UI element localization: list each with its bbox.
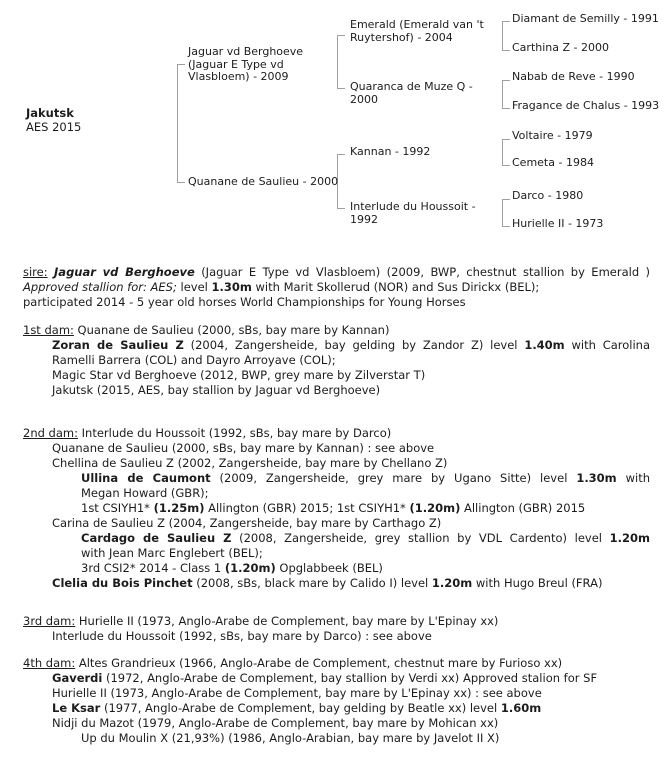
- pedigree-text-segment: with Hugo Breul (FRA): [472, 576, 603, 590]
- pedigree-text-segment: Zoran de Saulieu Z: [52, 338, 184, 352]
- pedigree-text-segment: Magic Star vd Berghoeve (2012, BWP, grey mare by Zilverstar T): [52, 368, 426, 382]
- pedigree-text-segment: Megan Howard (GBR);: [81, 486, 209, 500]
- pedigree-text-segment: with Marit Skollerud (NOR) and Sus Dirickx (BEL);: [251, 280, 540, 294]
- pedigree-text-segment: Cardago de Saulieu Z: [81, 531, 232, 545]
- pedigree-text-segment: Interlude du Houssoit (1992, sBs, bay mare by Darco) : see above: [52, 629, 432, 643]
- pedigree-line: [52, 629, 432, 644]
- pedigree-text-segment: 1st dam:: [23, 323, 74, 337]
- pedigree-details: [23, 0, 650, 763]
- pedigree-text-segment: 2nd dam:: [23, 426, 78, 440]
- dam-name-line: Quanane de Saulieu - 2000: [188, 175, 339, 188]
- pedigree-text-segment: Quanane de Saulieu (2000, sBs, bay mare by Kannan) : see above: [52, 441, 435, 455]
- pedigree-text-segment: (1977, Anglo-Arabe de Complement, bay gelding by Beatle xx) level: [100, 701, 501, 715]
- pedigree-text-segment: (1.20m): [409, 501, 461, 515]
- pedigree-text-segment: (2009, Zangersheide, grey mare by Ugano Sitte) level: [210, 471, 577, 485]
- sire-name-line: Vlasbloem) - 2009: [188, 70, 289, 83]
- pedigree-text-segment: 1.20m: [609, 531, 650, 545]
- great-grandparent-name: Carthina Z - 2000: [512, 41, 609, 54]
- pedigree-text-segment: with Jean Marc Englebert (BEL);: [81, 546, 263, 560]
- pedigree-line: [52, 686, 542, 701]
- pedigree-text-segment: (2004, Zangersheide, bay gelding by Zandor Z) level: [183, 338, 525, 352]
- pedigree-text-segment: (2008, sBs, black mare by Calido I) level: [192, 576, 432, 590]
- pedigree-text-segment: (Jaguar E Type vd Vlasbloem) (2009, BWP, chestnut stallion by Emerald ): [194, 265, 651, 279]
- pedigree-text-segment: Allington (GBR) 2015: [460, 501, 586, 515]
- pedigree-line: [52, 716, 498, 731]
- pedigree-line: [52, 576, 602, 591]
- pedigree-line: [52, 368, 425, 383]
- dam-sire-name-line: Kannan - 1992: [350, 145, 431, 158]
- pedigree-text-segment: 1st CSIYH1*: [81, 501, 154, 515]
- pedigree-line: [23, 614, 498, 629]
- dam-dam-name-line: Interlude du Houssoit -: [350, 200, 476, 213]
- pedigree-line: [81, 486, 209, 501]
- pedigree-text-segment: 4th dam:: [23, 656, 76, 670]
- pedigree-line: [52, 456, 447, 471]
- pedigree-line: [23, 323, 389, 338]
- pedigree-text-segment: sire:: [23, 265, 48, 279]
- pedigree-text-segment: with: [616, 471, 650, 485]
- pedigree-line: [52, 701, 541, 716]
- pedigree-text-segment: 1.30m: [211, 280, 252, 294]
- pedigree-text-segment: (1.20m): [224, 561, 276, 575]
- pedigree-text-segment: (1.25m): [153, 501, 205, 515]
- pedigree-line: [52, 383, 380, 398]
- sire-name-line: Jaguar vd Berghoeve: [188, 45, 304, 58]
- pedigree-text-segment: 1.60m: [500, 701, 542, 715]
- pedigree-line: [52, 353, 336, 368]
- pedigree-text-segment: 3rd dam:: [23, 614, 76, 628]
- pedigree-line: [23, 426, 391, 441]
- sire-sire-name-line: Ruytershof) - 2004: [350, 30, 453, 44]
- pedigree-line: [81, 471, 650, 486]
- great-grandparent-name: Hurielle II - 1973: [512, 217, 604, 230]
- pedigree-line: [81, 561, 383, 576]
- pedigree-text-segment: (2008, Zangersheide, grey stallion by VDL Cardento) level: [231, 531, 610, 545]
- pedigree-text-segment: participated 2014 - 5 year old horses World Championships for Young Horses: [23, 295, 466, 309]
- great-grandparent-name: Darco - 1980: [512, 189, 584, 202]
- pedigree-text-segment: Jakutsk (2015, AES, bay stallion by Jaguar vd Berghoeve): [52, 383, 381, 397]
- sire-dam-name-line: Quaranca de Muze Q -: [350, 80, 473, 93]
- sire-sire-name-line: Emerald (Emerald van 't: [350, 18, 484, 31]
- pedigree-line: [52, 516, 441, 531]
- pedigree-text-segment: Interlude du Houssoit (1992, sBs, bay mare by Darco): [77, 426, 392, 440]
- pedigree-text-segment: Allington (GBR) 2015; 1st CSIYH1*: [204, 501, 410, 515]
- pedigree-text-segment: (1972, Anglo-Arabe de Complement, bay stallion by Verdi xx) Approved stalion for SF: [102, 671, 598, 685]
- pedigree-text-segment: Altes Grandrieux (1966, Anglo-Arabe de Complement, chestnut mare by Furioso xx): [75, 656, 563, 670]
- pedigree-text-segment: Jaguar vd Berghoeve: [54, 265, 195, 279]
- pedigree-text-segment: Gaverdi: [52, 671, 103, 685]
- great-grandparent-name: Diamant de Semilly - 1991: [512, 12, 659, 25]
- pedigree-text-segment: Le Ksar: [52, 701, 101, 715]
- subject-horse-registry: AES 2015: [26, 119, 82, 134]
- pedigree-text-segment: Carina de Saulieu Z (2004, Zangersheide, bay mare by Carthago Z): [52, 516, 442, 530]
- pedigree-text-segment: Approved stallion for: AES;: [23, 280, 177, 294]
- pedigree-text-segment: 1.30m: [576, 471, 617, 485]
- pedigree-text-segment: Hurielle II (1973, Anglo-Arabe de Complement, bay mare by L'Epinay xx): [75, 614, 499, 628]
- pedigree-line: [81, 531, 650, 546]
- pedigree-text-segment: 3rd CSI2* 2014 - Class 1: [81, 561, 225, 575]
- pedigree-line: [23, 295, 466, 310]
- pedigree-line: [81, 731, 499, 746]
- pedigree-text-segment: Clelia du Bois Pinchet: [52, 576, 193, 590]
- great-grandparent-name: Voltaire - 1979: [512, 129, 593, 142]
- great-grandparent-name: Nabab de Reve - 1990: [512, 70, 635, 83]
- pedigree-text-segment: Nidji du Mazot (1979, Anglo-Arabe de Complement, bay mare by Mohican xx): [52, 716, 499, 730]
- pedigree-text-segment: Quanane de Saulieu (2000, sBs, bay mare by Kannan): [73, 323, 390, 337]
- pedigree-line: [52, 338, 650, 353]
- subject-horse-name: Jakutsk: [26, 106, 74, 120]
- pedigree-text-segment: Chellina de Saulieu Z (2002, Zangersheide, bay mare by Chellano Z): [52, 456, 448, 470]
- pedigree-line: [52, 441, 434, 456]
- pedigree-text-segment: 1.20m: [431, 576, 473, 590]
- pedigree-text-segment: Hurielle II (1973, Anglo-Arabe de Complement, bay mare by L'Epinay xx) : see above: [52, 686, 542, 700]
- sire-name-line: (Jaguar E Type vd: [188, 57, 284, 71]
- pedigree-line: [81, 546, 263, 561]
- pedigree-text-segment: Ullina de Caumont: [81, 471, 211, 485]
- sire-dam-name-line: 2000: [350, 92, 378, 106]
- pedigree-line: [81, 501, 585, 516]
- pedigree-line: [23, 265, 650, 280]
- pedigree-line: [23, 280, 539, 295]
- dam-dam-name-line: 1992: [350, 212, 378, 226]
- pedigree-text-segment: level: [176, 280, 212, 294]
- great-grandparent-name: Cemeta - 1984: [512, 156, 594, 169]
- pedigree-text-segment: Up du Moulin X (21,93%) (1986, Anglo-Arabian, bay mare by Javelot II X): [81, 731, 500, 745]
- pedigree-text-segment: with Carolina: [564, 338, 651, 352]
- pedigree-text-segment: Opglabbeek (BEL): [275, 561, 383, 575]
- pedigree-line: [23, 656, 562, 671]
- pedigree-line: [52, 671, 597, 686]
- great-grandparent-name: Fragance de Chalus - 1993: [512, 99, 660, 112]
- pedigree-text-segment: Ramelli Barrera (COL) and Dayro Arroyave (COL);: [52, 353, 336, 367]
- pedigree-text-segment: 1.40m: [524, 338, 565, 352]
